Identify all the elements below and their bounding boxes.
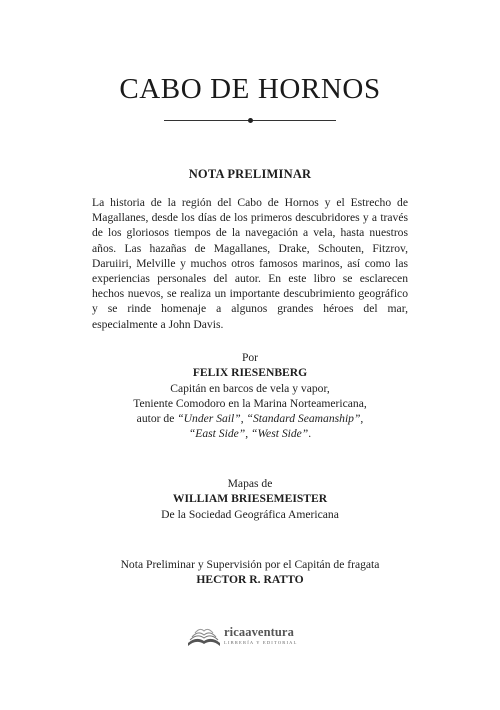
publisher-name: ricaaventura xyxy=(224,625,294,639)
publisher-tagline: LIBRERÍA Y EDITORIAL xyxy=(224,640,298,645)
supervision-credits xyxy=(0,557,500,588)
author-name: FELIX RIESENBERG xyxy=(192,366,308,380)
work-east-side: “East Side” xyxy=(188,427,246,441)
book-title: CABO DE HORNOS xyxy=(119,73,381,105)
author-works-line-1 xyxy=(0,411,500,426)
section-heading: NOTA PRELIMINAR xyxy=(188,167,312,181)
publisher-logo xyxy=(186,621,316,649)
cartographer-name: WILLIAM BRIESEMEISTER xyxy=(172,492,328,506)
maps-credits xyxy=(0,476,500,522)
author-credits xyxy=(0,350,500,442)
supervision-line: Nota Preliminar y Supervisión por el Capitán de fragata xyxy=(120,558,380,571)
work-under-sail: “Under Sail” xyxy=(177,412,241,426)
works-separator: , xyxy=(360,412,364,426)
maps-label: Mapas de xyxy=(227,477,273,490)
author-title-line-2: Teniente Comodoro en la Marina Norteamericana, xyxy=(133,396,367,410)
works-end: . xyxy=(308,427,312,441)
works-separator: , xyxy=(245,427,252,441)
open-book-icon xyxy=(186,621,222,649)
author-works-prefix: autor de xyxy=(136,412,178,426)
works-separator: , xyxy=(240,412,247,426)
work-standard-seamanship: “Standard Seamanship” xyxy=(246,412,361,426)
author-title-line-1: Capitán en barcos de vela y vapor, xyxy=(170,381,330,395)
preface-paragraph: La historia de la región del Cabo de Hornos y el Estrecho de Magallanes, desde los días de los primeros descubridores y a través de los gloriosos tiempos de la navegación a vela, hasta nuestros años. Las hazañas de Magallanes, Drake, Schouten, Fitzrov, Daruiiri, Melville y muchos otros famosos marinos, así como las experiencias personales del autor. En este libro se esclarecen hechos nuevos, se realiza un importante descubrimiento geográfico y se rinde homenaje a algunos grandes héroes del mar, especialmente a John Davis. xyxy=(92,196,408,331)
author-by-label: Por xyxy=(241,351,259,364)
supervisor-name: HECTOR R. RATTO xyxy=(196,573,304,587)
divider-dot-ornament xyxy=(248,118,253,123)
work-west-side: “West Side” xyxy=(251,427,309,441)
cartographer-affiliation: De la Sociedad Geográfica Americana xyxy=(161,507,339,521)
author-works-line-2 xyxy=(0,426,500,441)
